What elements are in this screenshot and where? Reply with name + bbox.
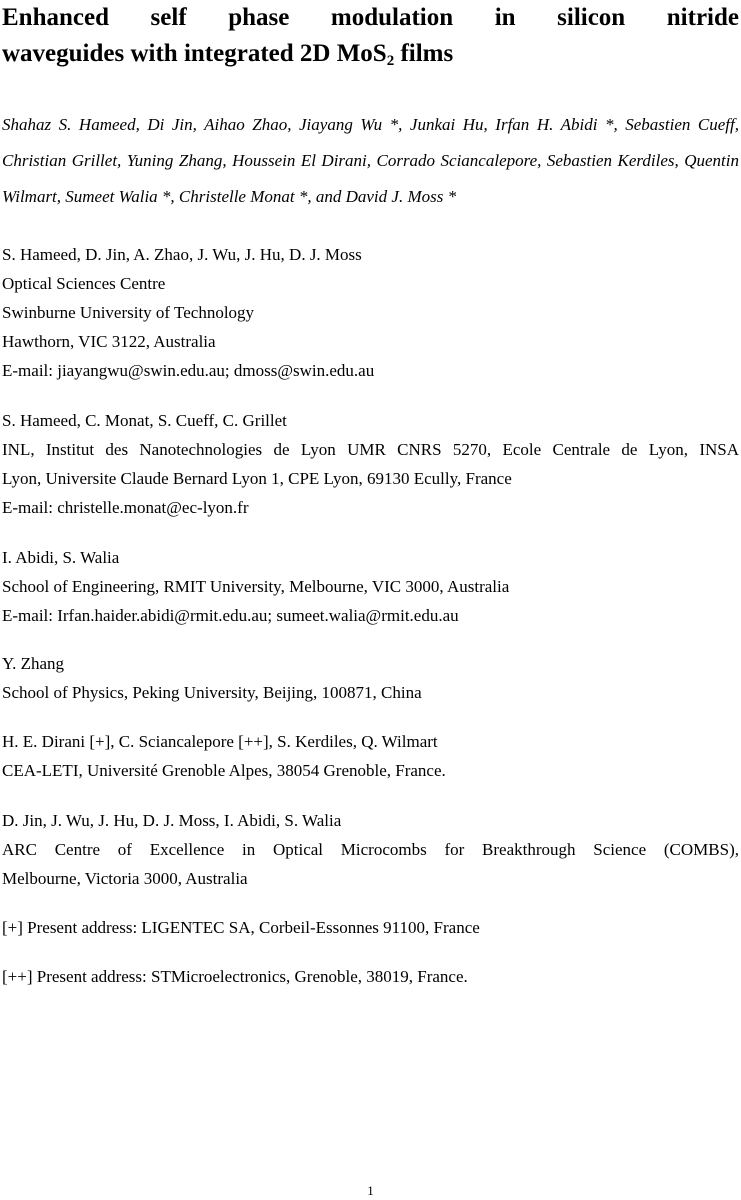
affiliation-authors: S. Hameed, D. Jin, A. Zhao, J. Wu, J. Hu, D. J. Moss [2, 245, 362, 264]
affiliation-authors: H. E. Dirani [+], C. Sciancalepore [++], S. Kerdiles, Q. Wilmart [2, 732, 438, 751]
paper-title-subscript: 2 [386, 53, 395, 69]
affiliation-block-3 [2, 543, 739, 630]
paper-title-line-2-prefix: waveguides with integrated 2D MoS [2, 40, 387, 67]
present-address-line: [++] Present address: STMicroelectronics, Grenoble, 38019, France. [2, 967, 468, 986]
affiliation-block-1 [2, 240, 739, 385]
affiliation-line: School of Engineering, RMIT University, Melbourne, VIC 3000, Australia [2, 577, 510, 596]
affiliation-block-2 [2, 406, 739, 522]
present-address-1 [2, 913, 739, 942]
affiliation-line: Melbourne, Victoria 3000, Australia [2, 869, 248, 888]
affiliation-block-6 [2, 806, 739, 893]
paper-title-line-1: Enhanced self phase modulation in silicon nitride [2, 4, 739, 31]
affiliation-line: Hawthorn, VIC 3122, Australia [2, 332, 216, 351]
affiliation-authors: Y. Zhang [2, 654, 65, 673]
affiliation-authors: I. Abidi, S. Walia [2, 548, 120, 567]
present-address-line: [+] Present address: LIGENTEC SA, Corbeil-Essonnes 91100, France [2, 918, 480, 937]
paper-title-line-2-suffix: films [394, 40, 454, 67]
paper-title-line-2 [2, 36, 739, 75]
affiliation-block-5 [2, 727, 739, 785]
affiliation-authors: D. Jin, J. Wu, J. Hu, D. J. Moss, I. Abidi, S. Walia [2, 811, 342, 830]
affiliation-line: ARC Centre of Excellence in Optical Microcombs for Breakthrough Science (COMBS), [2, 840, 739, 859]
affiliation-authors: S. Hameed, C. Monat, S. Cueff, C. Grillet [2, 411, 287, 430]
affiliation-line: School of Physics, Peking University, Beijing, 100871, China [2, 683, 422, 702]
affiliation-line: Optical Sciences Centre [2, 274, 166, 293]
affiliation-line: Swinburne University of Technology [2, 303, 255, 322]
affiliation-email: E-mail: Irfan.haider.abidi@rmit.edu.au; sumeet.walia@rmit.edu.au [2, 606, 459, 625]
affiliation-block-4 [2, 649, 739, 707]
affiliation-line: CEA-LETI, Université Grenoble Alpes, 38054 Grenoble, France. [2, 761, 446, 780]
present-address-2 [2, 962, 739, 991]
affiliation-line: INL, Institut des Nanotechnologies de Lyon UMR CNRS 5270, Ecole Centrale de Lyon, INSA [2, 440, 739, 459]
paper-title [2, 0, 739, 75]
affiliation-email: E-mail: christelle.monat@ec-lyon.fr [2, 498, 249, 517]
page-number: 1 [367, 1183, 374, 1198]
affiliation-line: Lyon, Universite Claude Bernard Lyon 1, CPE Lyon, 69130 Ecully, France [2, 469, 512, 488]
affiliation-email: E-mail: jiayangwu@swin.edu.au; dmoss@swin.edu.au [2, 361, 375, 380]
author-list: Shahaz S. Hameed, Di Jin, Aihao Zhao, Jiayang Wu *, Junkai Hu, Irfan H. Abidi *, Sebastien Cueff, Christian Grillet, Yuning Zhang, Houssein El Dirani, Corrado Sciancalepore, Sebastien Kerdiles, Quentin Wilmart, Sumeet Walia *, Christelle Monat *, and David J. Moss * [2, 115, 739, 206]
